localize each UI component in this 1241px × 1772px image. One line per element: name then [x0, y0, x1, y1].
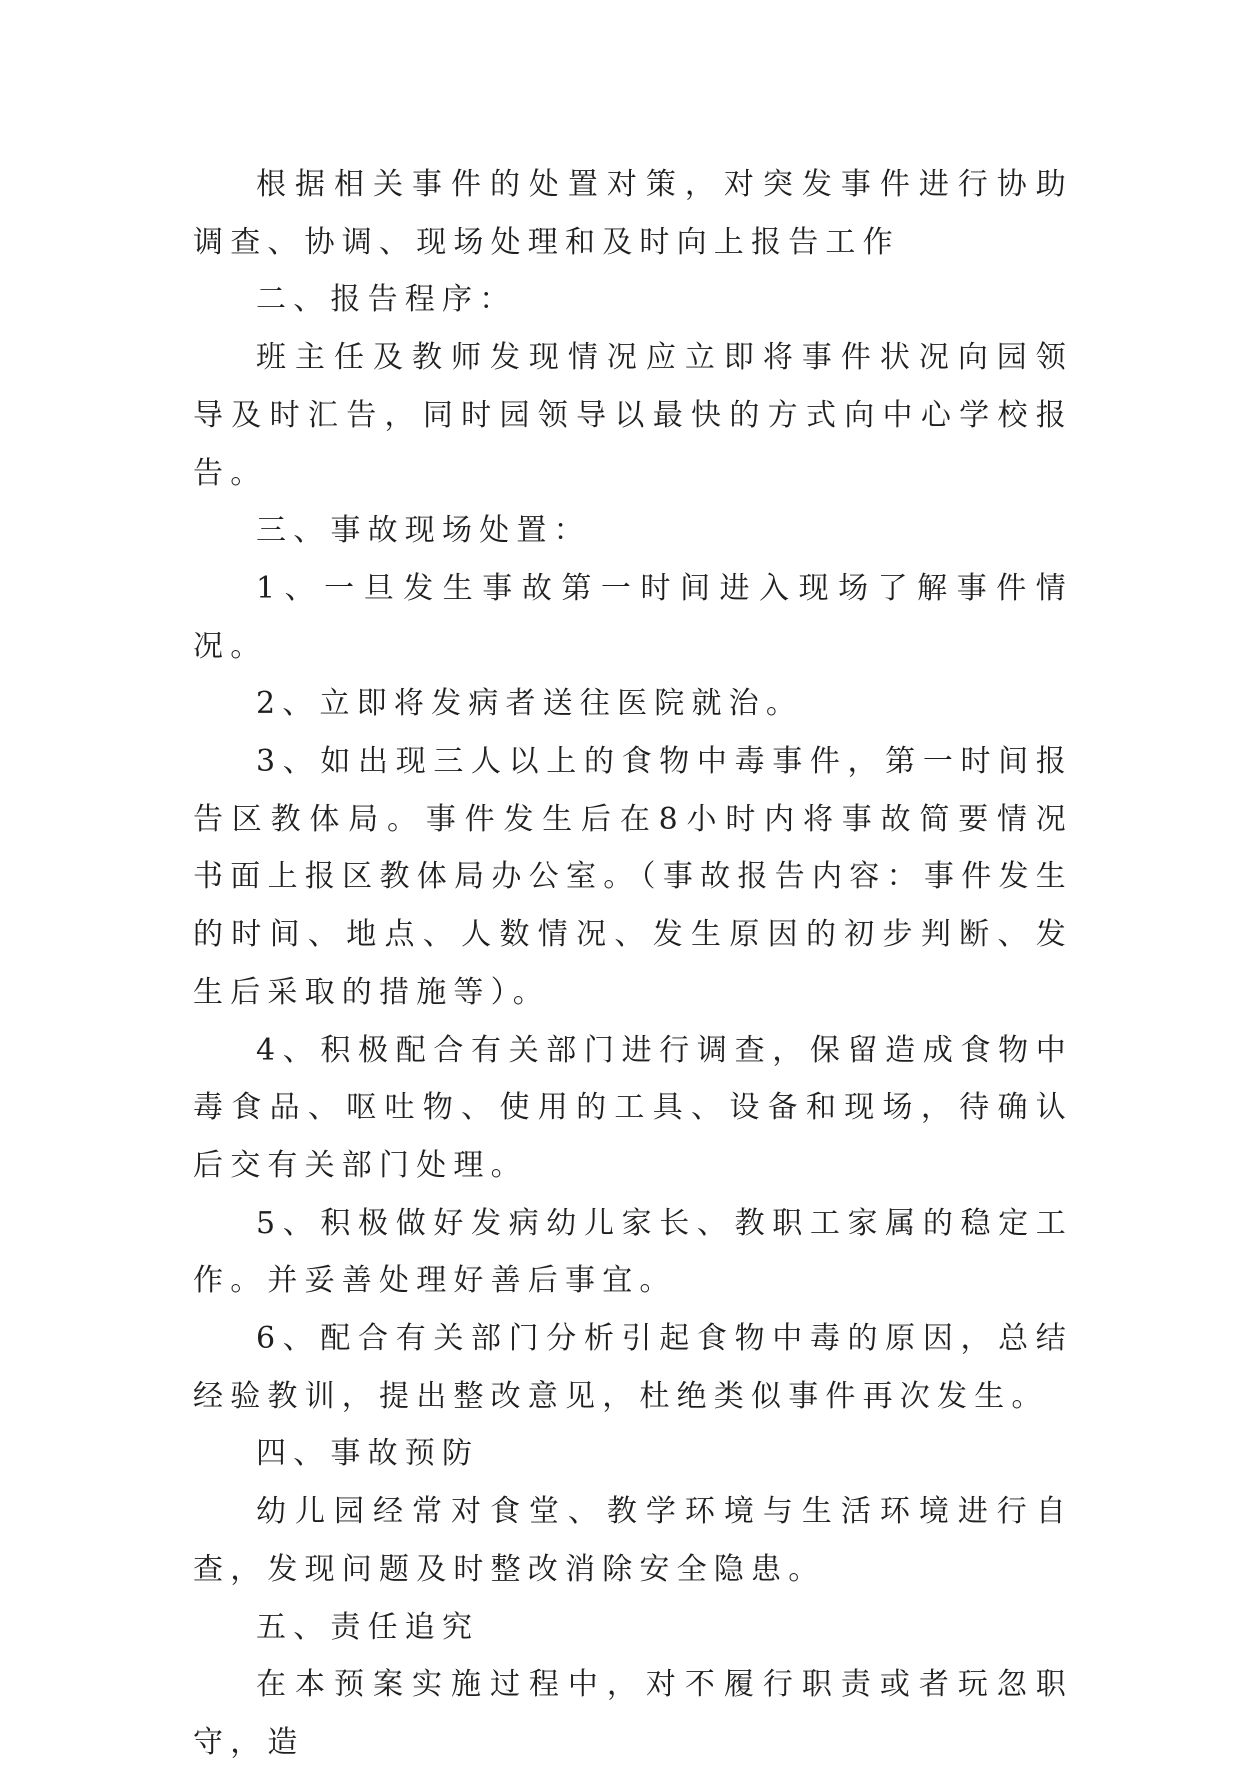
paragraph-step-3: 3、如出现三人以上的食物中毒事件，第一时间报告区教体局。事件发生后在8小时内将事故简要情况书面上报区教体局办公室。（事故报告内容：事件发生的时间、地点、人数情况、发生原因的初步判断、发生后采取的措施等）。 [193, 744, 1073, 1010]
document-body [193, 156, 1073, 1772]
paragraph-step-4: 4、积极配合有关部门进行调查，保留造成食物中毒食品、呕吐物、使用的工具、设备和现场，待确认后交有关部门处理。 [193, 1032, 1073, 1183]
heading-accountability: 五、责任追究 [256, 1609, 480, 1645]
heading-report-procedure: 二、报告程序： [256, 282, 517, 318]
paragraph-step-2: 2、立即将发病者送往医院就治。 [256, 686, 804, 722]
paragraph-accountability: 在本预案实施过程中，对不履行职责或者玩忽职守，造 [193, 1667, 1073, 1760]
heading-prevention: 四、事故预防 [256, 1436, 480, 1472]
paragraph-step-6: 6、配合有关部门分析引起食物中毒的原因，总结经验教训，提出整改意见，杜绝类似事件再次发生。 [193, 1321, 1073, 1414]
paragraph-step-1: 1、一旦发生事故第一时间进入现场了解事件情况。 [193, 570, 1073, 664]
paragraph-report-procedure: 班主任及教师发现情况应立即将事件状况向园领导及时汇告，同时园领导以最快的方式向中心学校报告。 [193, 340, 1073, 491]
paragraph-incident-handling: 根据相关事件的处置对策，对突发事件进行协助调查、协调、现场处理和及时向上报告工作 [193, 167, 1073, 260]
paragraph-prevention: 幼儿园经常对食堂、教学环境与生活环境进行自查，发现问题及时整改消除安全隐患。 [193, 1494, 1073, 1587]
heading-accident-site: 三、事故现场处置： [256, 513, 591, 549]
paragraph-step-5: 5、积极做好发病幼儿家长、教职工家属的稳定工作。并妥善处理好善后事宜。 [193, 1205, 1073, 1299]
